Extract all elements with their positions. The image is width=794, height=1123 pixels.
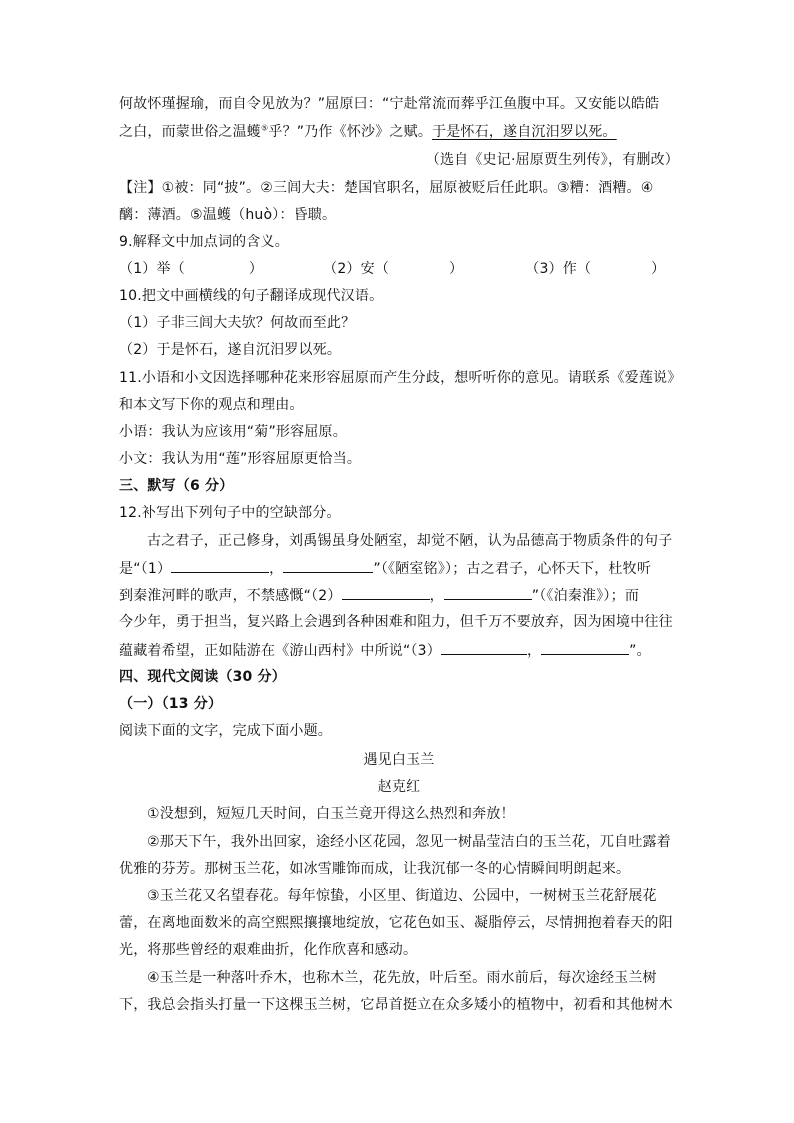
answer-blank[interactable] <box>342 585 430 600</box>
article-paragraph-2: 优雅的芬芳。那树玉兰花，如冰雪雕饰而成，让我沉郁一冬的心情瞬间明朗起来。 <box>119 861 631 877</box>
section-heading: 四、现代文阅读（30 分） <box>119 669 286 685</box>
notes-line: 醨：薄酒。⑤温蠖（huò）：昏聩。 <box>119 207 337 223</box>
xiaoyu-opinion: 小语：我认为应该用“菊”形容屈原。 <box>119 424 347 440</box>
q9-item-2: （2）安（ <box>323 261 390 277</box>
footnote-marker: ⑤ <box>261 123 269 133</box>
question-9: 9.解释文中加点词的含义。 <box>119 234 289 250</box>
reading-instruction: 阅读下面的文字，完成下面小题。 <box>119 723 332 739</box>
answer-blank[interactable] <box>441 640 527 655</box>
passage-text: 之白，而蒙世俗之温蠖 <box>119 124 261 140</box>
answer-blank[interactable] <box>444 585 532 600</box>
answer-blank[interactable] <box>171 558 269 573</box>
question-12: 12.补写出下列句子中的空缺部分。 <box>119 505 341 521</box>
article-author: 赵克红 <box>377 779 421 795</box>
q12-paragraph-line <box>119 558 679 579</box>
q12-paragraph-line: 古之君子，正己修身，刘禹锡虽身处陋室，却觉不陋，认为品德高于物质条件的句子 <box>147 533 673 549</box>
question-10-item: （2）于是怀石，遂自沉汨罗以死。 <box>119 342 342 358</box>
q12-paragraph-line: 今少年，勇于担当，复兴路上会遇到各种困难和阻力，但千万不要放弃，因为困境中往往 <box>119 614 673 630</box>
article-paragraph-3: 光，将那些曾经的艰难曲折，化作欣喜和感动。 <box>119 942 418 958</box>
passage-line: 何故怀瑾握瑜，而自令见放为？”屈原曰：“宁赴常流而葬乎江鱼腹中耳。又安能以皓皓 <box>119 96 660 112</box>
answer-blank[interactable] <box>283 558 373 573</box>
q12-text: ”（《泊秦淮》）；而 <box>531 588 640 604</box>
q12-text: 是“（1） <box>119 561 172 577</box>
article-title: 遇见白玉兰 <box>363 752 435 768</box>
q12-paragraph-line <box>119 640 679 661</box>
passage-line <box>119 122 679 142</box>
article-paragraph-4: ④玉兰是一种落叶乔木，也称木兰，花先放，叶后至。雨水前后，每次途经玉兰树 <box>147 970 657 986</box>
article-paragraph-3: 蕾，在离地面数米的高空熙熙攘攘地绽放，它花色如玉、凝脂停云，尽情拥抱着春天的阳 <box>119 915 673 931</box>
passage-text: 乎？”乃作《怀沙》之赋。 <box>268 124 433 140</box>
source-citation: （选自《史记·屈原贾生列传》，有删改） <box>425 152 679 168</box>
q12-paragraph-line <box>119 585 679 606</box>
q12-text: ”。 <box>629 643 651 659</box>
article-paragraph-2: ②那天下午，我外出回家，途经小区花园，忽见一树晶莹洁白的玉兰花，兀自吐露着 <box>147 834 671 850</box>
underlined-sentence: 于是怀石，遂自沉汨罗以死。 <box>432 124 617 140</box>
notes-line: 【注】①被：同“披”。②三闾大夫：楚国官职名，屈原被贬后任此职。③糟：酒糟。④ <box>119 180 654 196</box>
question-11: 11.小语和小文因选择哪种花来形容屈原而产生分歧，想听听你的意见。请联系《爱莲说》 <box>119 370 682 386</box>
q9-item-2-close: ） <box>449 261 464 277</box>
q12-text: ， <box>429 588 444 604</box>
section-heading: 三、默写（6 分） <box>119 478 234 494</box>
article-paragraph-1: ①没想到，短短几天时间，白玉兰竟开得这么热烈和奔放！ <box>147 806 515 822</box>
subsection-heading: （一）（13 分） <box>119 696 223 712</box>
question-10: 10.把文中画横线的句子翻译成现代汉语。 <box>119 288 384 304</box>
question-11: 和本文写下你的观点和理由。 <box>119 397 304 413</box>
question-10-item: （1）子非三闾大夫欤？何故而至此？ <box>119 315 356 331</box>
q9-item-3-close: ） <box>651 261 666 277</box>
article-paragraph-4: 下，我总会指头打量一下这棵玉兰树，它昂首挺立在众多矮小的植物中，初看和其他树木 <box>119 997 673 1013</box>
question-9-items <box>119 259 679 279</box>
q12-text: ， <box>526 643 542 659</box>
answer-blank[interactable] <box>541 640 629 655</box>
q9-item-1-close: ） <box>248 261 264 277</box>
q12-text: ”（《陋室铭》）；古之君子，心怀天下，杜牧听 <box>373 561 652 577</box>
q9-item-3: （3）作（ <box>525 261 592 277</box>
xiaowen-opinion: 小文：我认为用“莲”形容屈原更恰当。 <box>119 451 362 467</box>
q12-text: 到秦淮河畔的歌声，不禁感慨“（2） <box>119 588 342 604</box>
q12-text: 蕴藏着希望，正如陆游在《游山西村》中所说“（3） <box>119 643 441 659</box>
q9-item-1: （1）举（ <box>119 261 185 277</box>
q12-text: ， <box>269 561 284 577</box>
article-paragraph-3: ③玉兰花又名望春花。每年惊蛰，小区里、街道边、公园中，一树树玉兰花舒展花 <box>147 888 657 904</box>
